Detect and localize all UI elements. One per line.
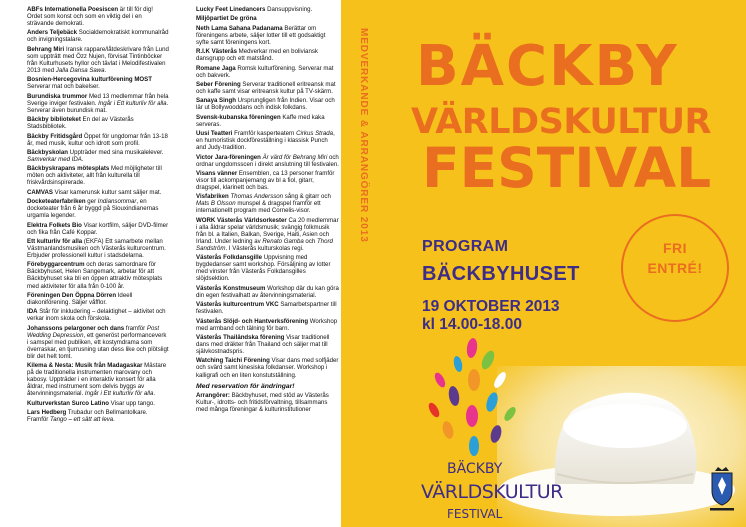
logo-text-line3: FESTIVAL xyxy=(447,507,503,521)
participant-entry: Visfabriken Thomas Andersson sång & gitarr och Mats B Olsson munspel & dragspel framför ett internationellt program med Cornelis-visor. xyxy=(196,193,331,215)
participant-entry: WORK Västerås Världsorkester Ca 20 medlemmar i alla åldrar spelar världsmusik; svängig folkmusik från bl. a Italien, Balkan, Sverige, Haiti, Asien och Irland. Under ledning av Renato Gamba och Thord Sandström. I Västerås kulturskolas regi. xyxy=(196,216,339,252)
participant-entry: Lucky Feet Linedancers Dansuppvisning. xyxy=(196,6,313,13)
participant-entry: Västerås Slöjd- och Hantverksförening Workshop med armband och tälning för barn. xyxy=(196,317,338,332)
event-time: kl 14.00-18.00 xyxy=(422,316,522,333)
participant-entry: Västerås Konstmuseum Workshop där du kan göra din egen festivalhatt av återvinningsmaterial. xyxy=(196,284,339,299)
vertical-heading: MEDVERKANDE & ARRANGÖRER 2013 xyxy=(358,28,369,243)
participant-entry: Seber Förening Serverar traditionell eritreansk mat och kaffe samt visar eritreansk kultur på TV-skärm. xyxy=(196,80,336,95)
participant-entry: Johanssons pelargoner och dans framför Post Wedding Depression, ett generöst performanceverk i samspel med publiken, ett kostymdrama som överraskar, en tjurrusning utan dess like och plötsligt blir det helt tomt. xyxy=(27,324,169,360)
participant-entry: Föreningen Den Öppna Dörren Ideell diakoniförening. Säljer våfflor. xyxy=(27,291,133,306)
reservation-note: Med reservation för ändringar! xyxy=(196,382,295,390)
participant-entry: Bäckbyskrapans mötesplats Med möjligheter till möten och aktiviteter, allt från kulturella till friskvårdsinspirerade. xyxy=(27,165,162,187)
participant-entry: Ett kulturliv för alla (EKFA) Ett samarbete mellan Västmanlandsmusiken och Västerås kulturcentrum. Erbjuder professionell kultur i stadsdelarna. xyxy=(27,237,166,260)
participant-entry: Förebyggarcentrum och deras samordnare för Bäckbyhuset, Helen Sangemark, arbetar för att Bäckbyhuset ska bli en öppen attraktiv mötesplats med aktiviteter för alla från 0-100 år. xyxy=(27,261,163,290)
participant-entry: Visans vänner Ensemblen, ca 13 personer framför visor till ackompanjemang av bl a fiol, gitarr, dragspel, klarinett och bas. xyxy=(196,169,335,191)
participant-entry: IDA Står för inkludering – delaktighet – aktivitet och verkar inom skola och förskola. xyxy=(27,308,166,323)
participant-entry: Västerås Folkdansgille Uppvisning med bygdedanser samt workshop. Försäljning av lotter med vinster från Västerås Folkdansgilles slöjdsektion. xyxy=(196,254,331,283)
event-date: 19 OKTOBER 2013 xyxy=(422,298,560,315)
participant-entry: Kulturverkstan Surco Latino Visar upp tango. xyxy=(27,399,155,407)
festival-title-line3: FESTIVAL xyxy=(422,136,712,200)
participant-entry: Behrang Miri Iransk rappare/låtdeskrivare från Lund som uppträtt med Özz Nujen, förvisat Tintinböcker från Kulturhusets hyllor och tävlat i Melodifestivalen 2013 med Jalla Dansa Sawa. xyxy=(27,45,169,74)
participant-entry: Watching Taichi Förening Visar dans med solfjäder och svärd samt kinesiska folkdanser. Workshop i kalligrafi och en liten konstutställning. xyxy=(196,357,339,379)
organizers-note: Arrangörer: Bäckbyhuset, med stöd av Västerås Kultur-, idrotts- och fritidsförvaltning, tillsammans med många föreningar & kulturinstitutioner xyxy=(196,391,329,413)
participant-entry: Västerås kulturcentrum VKC Samarbetspartner till festivalen. xyxy=(196,301,337,316)
festival-title-line2: VÄRLDSKULTUR xyxy=(411,102,711,142)
participant-entry: Neth Lama Sahana Padanama Berättar om föreningens arbete, säljer lotter till ett godsaktigt syfte samt föreningens kort. xyxy=(196,24,326,46)
participant-entry: Sanaya Singh Ursprungligen från Indien. Visar och lär ut Bollywooddans och indisk folkdans. xyxy=(196,97,335,112)
participant-entry: Romane Jaga Romsk kulturförening. Serverar mat och bakverk. xyxy=(196,64,334,79)
participant-entry: Svensk-kubanska föreningen Kaffe med kaka serveras. xyxy=(196,113,325,128)
participants-column-right xyxy=(196,6,339,415)
logo-text-line1: BÄCKBY xyxy=(447,461,503,477)
participant-entry: Kilema & Nesta: Musik från Madagaskar Mästare på de traditionella instrumenten marovany och kabosy. Uppträder i en interaktiv konsert för alla åldrar, med instrument som delvis byggs av återvinningsmaterial. Ingår i Ett kulturliv för alla. xyxy=(27,362,167,398)
participants-column-left xyxy=(27,6,169,425)
participant-entry: Anders Teljebäck Socialdemokratiskt kommunalråd och invigningstalare. xyxy=(27,29,169,44)
participant-entry: R.I.K Västerås Medverkar med en boliviansk dansgrupp och ett matstånd. xyxy=(196,48,318,63)
participant-entry: ABFs Internationella Poesiscen är till för dig! Ordet som konst och som en viktig del i en strävande demokrati. xyxy=(27,6,153,28)
venue-label: BÄCKBYHUSET xyxy=(422,263,580,285)
participant-entry: CAMVAS Visar kamerunsk kultur samt säljer mat. xyxy=(27,188,162,196)
participant-entry: Bosnien-Hercegovina kulturförening MOST Serverar mat och bakelser. xyxy=(27,76,152,91)
participant-entry: Uusi Teatteri Framför kasperteatern Cirkus Strada, en humoristisk dockföreställning i klassisk Punch and Judy-tradition. xyxy=(196,130,335,152)
participant-entry: Lars Hedberg Trubadur och Bellmantolkare. Framför Tango – ett sätt att leva. xyxy=(27,409,148,424)
participant-entry: Miljöpartiet De gröna xyxy=(196,15,257,23)
participant-entry: Västerås Thailändska förening Visar traditionell dans med dräkter från Thailand och säljer mat till självkostnadspris. xyxy=(196,333,330,356)
participant-entry: Bäckbyskolan Uppträder med sina musikalelever. Samverkar med IDA. xyxy=(27,148,164,163)
vasteras-crest xyxy=(707,465,737,513)
participant-entry: Burundiska trummor Med 13 medlemmar från hela Sverige inviger festivalen. Ingår i Ett kulturliv för alla. Serverar även burundisk mat. xyxy=(27,92,169,114)
festival-title-line1: BÄCKBY xyxy=(416,34,679,99)
participant-entry: Docketeaterfabriken ger Indiansommar, en docketeater från 6 år byggd på Siouxindianernas urgamla legender. xyxy=(27,198,159,220)
program-label: PROGRAM xyxy=(422,238,509,255)
participant-entry: Elektra Folkets Bio Visar kortfilm, säljer DVD-filmer och fika från Café Koppar. xyxy=(27,221,169,236)
participant-entry: Victor Jara-föreningen Är värd för Behrang Miri och ordnar ungdomsscen i direkt anslutning till festivalen. xyxy=(196,153,339,168)
participant-entry: Bäckby biblioteket En del av Västerås Stadsbibliotek. xyxy=(27,116,134,131)
logo-text-line2: VÄRLDSKULTUR xyxy=(421,481,563,503)
participant-entry: Bäckby Fritidsgård Öppet för ungdomar från 13-18 år, med musik, kultur och idrott som profil. xyxy=(27,132,168,147)
free-entry-badge: FRI ENTRÉ! xyxy=(621,214,729,322)
